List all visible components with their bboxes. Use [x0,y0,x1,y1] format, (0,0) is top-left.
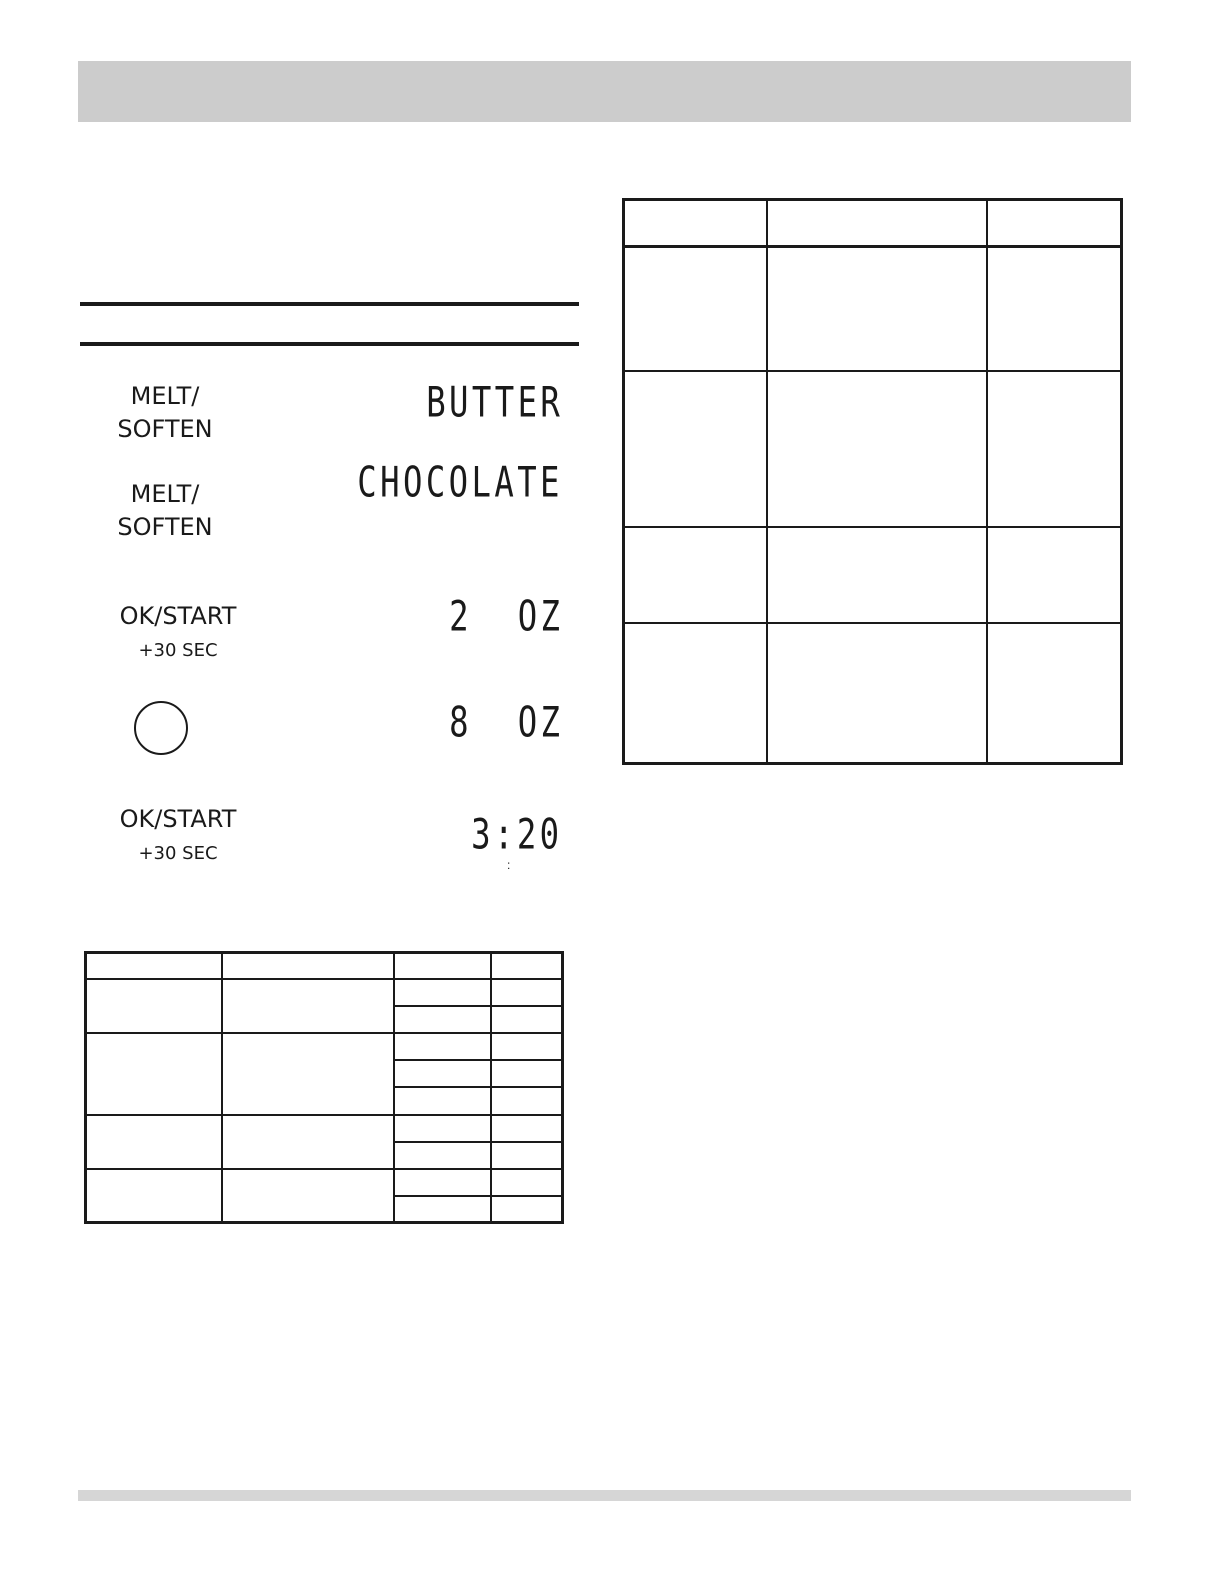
table-cell [86,1033,223,1115]
table-cell [767,371,987,527]
lcd-display-chocolate: CHOCOLATE [357,457,563,507]
table-cell [394,1087,491,1114]
lcd-display-time: 3:20 [471,809,563,859]
table-cell [394,979,491,1006]
table-cell [491,1060,563,1087]
table-cell [491,1142,563,1169]
table-cell [394,1060,491,1087]
table-cell [394,1006,491,1033]
lcd-display-2oz: 2 OZ [448,591,563,641]
table-cell [491,979,563,1006]
key-label: OK/START [119,805,237,833]
key-label-line1: MELT/ [130,480,200,508]
table-cell [222,1033,394,1115]
table-cell [222,953,394,979]
page-header-bar [78,61,1131,122]
table-cell [394,1115,491,1142]
table-cell [491,1169,563,1196]
table-cell [394,1033,491,1060]
table-cell [222,1169,394,1223]
lcd-display-butter: BUTTER [425,377,563,427]
table-cell [987,623,1122,764]
table-cell [86,1115,223,1169]
table-cell [987,527,1122,623]
dial-knob-icon[interactable] [134,701,188,755]
section-rule-top [80,302,579,306]
table-cell [394,953,491,979]
table-cell [624,527,768,623]
table-cell [491,1115,563,1142]
table-cell [394,1142,491,1169]
table-cell [624,623,768,764]
ok-start-key-2[interactable] [88,803,268,836]
key-sub-label: +30 SEC [138,640,218,661]
key-label-line2: SOFTEN [117,513,213,541]
key-label: OK/START [119,602,237,630]
table-cell [394,1169,491,1196]
lcd-indicator-mark: : [507,858,511,872]
melt-soften-key-1[interactable] [75,380,255,446]
table-cell [767,247,987,371]
page-footer-bar [78,1490,1131,1501]
table-cell [222,979,394,1033]
table-cell [624,200,768,247]
table-cell [86,979,223,1033]
melt-soften-table [84,951,564,1224]
lcd-display-8oz: 8 OZ [448,697,563,747]
melt-soften-key-2[interactable] [75,478,255,544]
table-cell [491,1006,563,1033]
table-cell [491,953,563,979]
table-cell [491,1087,563,1114]
key-label-line2: SOFTEN [117,415,213,443]
table-cell [987,371,1122,527]
table-cell [86,1169,223,1223]
table-cell [767,200,987,247]
section-rule-bottom [80,342,579,346]
table-cell [491,1196,563,1222]
table-cell [987,200,1122,247]
table-cell [222,1115,394,1169]
table-cell [987,247,1122,371]
melt-soften-guide-table [622,198,1123,765]
table-cell [491,1033,563,1060]
table-cell [624,371,768,527]
key-label-line1: MELT/ [130,382,200,410]
table-cell [86,953,223,979]
table-cell [624,247,768,371]
ok-start-key-1[interactable] [88,600,268,633]
key-sub-label: +30 SEC [138,843,218,864]
table-cell [767,527,987,623]
table-cell [394,1196,491,1222]
table-cell [767,623,987,764]
